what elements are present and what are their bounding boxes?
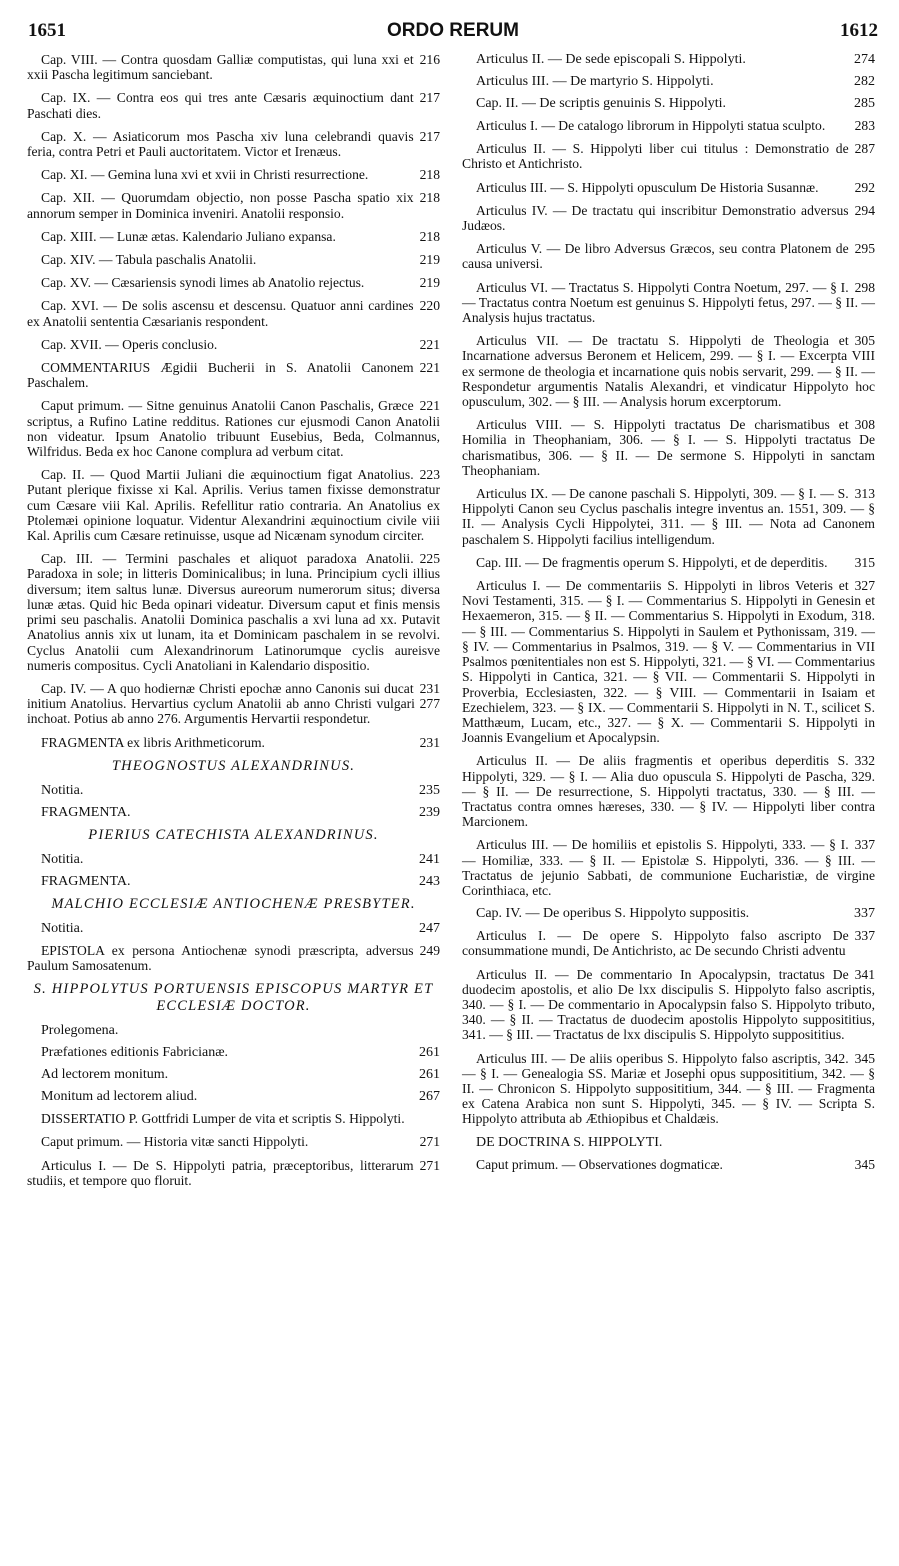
toc-page-number: 235 xyxy=(419,782,440,798)
toc-entry xyxy=(27,275,440,290)
toc-entry xyxy=(462,180,875,195)
toc-entry-text: Cap. III. — De fragmentis operum S. Hippolyti, et de deperditis. xyxy=(476,554,828,570)
toc-entry-text: Notitia. xyxy=(41,782,84,798)
toc-entry xyxy=(27,167,440,182)
toc-entry-text: Prolegomena. xyxy=(41,1023,119,1039)
toc-page-number: 239 xyxy=(419,804,440,820)
toc-entry-text: Cap. XIV. — Tabula paschalis Anatolii. xyxy=(41,252,257,268)
toc-entry xyxy=(27,852,440,868)
toc-entry-text: Caput primum. — Sitne genuinus Anatolii Canon Paschalis, Græce scriptus, a Rufino Latine redditus. Rationes cur ejusmodi Canon Anatolii non videatur. Ipsum Anatolio tribuunt Eusebius, Beda, Colmannus, Wilfridus. Beda ex hoc Canone complura ad verbum citat. xyxy=(27,398,440,460)
toc-page-number: 225 xyxy=(419,551,440,567)
toc-page-number: 345 xyxy=(854,1050,875,1066)
toc-entry xyxy=(27,298,440,328)
toc-entry-text: Cap. III. — Termini paschales et aliquot paradoxa Anatolii. Paradoxa in sole; in litteris Dominicalibus; in luna. Principium cycli illius diversum; item saltus lunæ. Diversus aureorum numerorum situs; diversa lunæ ætas. Quid hic Beda opinari videatur. Diversum caput et finis mensis primi seu paschalis. Anatolii Dominica paschalis a xvi luna ad xx. Putavit Anatolius annis xix ut lunam, ita et Dominicam paschalem in se revolvi. Cyclus Anatolii cum Alexandrinorum Latinorumque cyclis aureisve numeris compositus. Cycli Anatoliani in Kalendario dispositio. xyxy=(27,551,440,673)
toc-entry xyxy=(462,118,875,133)
toc-entry xyxy=(27,360,440,390)
toc-page-number: 305 xyxy=(854,333,875,349)
toc-page-number: 313 xyxy=(854,486,875,502)
toc-page-number: 332 xyxy=(854,753,875,769)
section-heading: MALCHIO ECCLESIÆ ANTIOCHENÆ PRESBYTER. xyxy=(51,895,416,912)
toc-entry xyxy=(462,1051,875,1127)
toc-entry xyxy=(27,337,440,352)
toc-page-number: 271 xyxy=(419,1157,440,1173)
toc-page-number: 327 xyxy=(854,578,875,594)
toc-page-number: 243 xyxy=(419,873,440,889)
toc-entry xyxy=(27,921,440,937)
toc-entry xyxy=(27,783,440,799)
toc-entry xyxy=(462,837,875,898)
toc-entry-text: EPISTOLA ex persona Antiochenæ synodi præscripta, adversus Paulum Samosatenum. xyxy=(27,942,414,973)
toc-page-number: 345 xyxy=(854,1156,875,1172)
toc-page-number: 274 xyxy=(854,52,875,67)
toc-entry xyxy=(27,1067,440,1083)
toc-entry xyxy=(27,252,440,267)
toc-page-number: 337 xyxy=(854,837,875,853)
toc-entry xyxy=(27,1134,440,1149)
toc-entry xyxy=(27,943,440,973)
toc-page-number: 223 xyxy=(419,467,440,483)
toc-entry-text: Articulus II. — De aliis fragmentis et operibus deperditis S. Hippolyti, 329. — § I. — Alia duo opuscula S. Hippolyti de Pascha, 329. — § II. — De resurrectione, S. Hippolyti tractatus, 330. — § III. — Tractatus contra omnes hæreses, 330. — § IV. — Hippolyti liber contra Marcionem. xyxy=(462,753,875,830)
page-number-right: 1612 xyxy=(840,20,878,41)
toc-entry xyxy=(27,398,440,459)
toc-entry xyxy=(27,735,440,750)
toc-entry xyxy=(462,241,875,271)
toc-page-number: 218 xyxy=(419,228,440,244)
page-number-left: 1651 xyxy=(28,20,66,41)
toc-entry-text: DE DOCTRINA S. HIPPOLYTI. xyxy=(476,1134,663,1150)
toc-page-number: 221 xyxy=(419,398,440,414)
toc-entry xyxy=(462,928,875,958)
toc-page-number: 221 xyxy=(419,336,440,352)
toc-entry xyxy=(27,874,440,890)
toc-entry xyxy=(462,280,875,326)
toc-entry-text: Articulus III. — De martyrio S. Hippolyti. xyxy=(476,74,714,89)
toc-page-number: 249 xyxy=(419,942,440,958)
toc-entry xyxy=(462,74,875,90)
toc-entry-text: Articulus II. — De sede episcopali S. Hippolyti. xyxy=(476,52,746,67)
toc-page-number: 247 xyxy=(419,920,440,936)
toc-entry-text: Cap. II. — Quod Martii Juliani die æquinoctium figat Anatolius. Putant plerique fixisse xi Kal. Aprilis. Verius tamen fixisse demonstratur cum Cæsare viii Kal. Aprilis. Refellitur ratio contraria. An Anatolius ex Ptolemæi opinione loquatur. Videntur Alexandrini æquinoctium civile viii Kal. Aprilis cum Cæsare retinuisse, usque ad Nicænam synodum circiter. xyxy=(27,467,440,544)
toc-entry xyxy=(27,1158,440,1188)
toc-entry xyxy=(462,906,875,922)
toc-entry-text: FRAGMENTA. xyxy=(41,804,131,820)
toc-entry-text: Articulus I. — De commentariis S. Hippolyti in libros Veteris et Novi Testamenti, 315. — § I. — Commentarius S. Hippolyti in Genesin et Hexaemeron, 315. — § II. — Commentarius S. Hippolyti in Exodum, 318. — § III. — Commentarius S. Hippolyti in Saulem et Pythonissam, 319. — § IV. — Commentarius in Psalmos, 319. — § V. — Commentarius in VII Psalmos pœnitentiales non est S. Hippolyti, 321. — § VI. — Commentarius S. Hippolyti in Cantica, 321. — § VII. — Commentarii S. Hippolyti in Proverbia, Ecclesiasten, 322. — § VIII. — Commentarii in Isaiam et Ezechielem, 323. — § IX. — Commentarii S. Hippolyti in N. T., scilicet S. Matthæum, Lucam, etc., 327. — § X. — Commentarii S. Hippolyti in Joannis Evangelium et Apocalypsin. xyxy=(462,578,875,746)
toc-page-number: 219 xyxy=(419,275,440,291)
toc-page-number: 337 xyxy=(854,928,875,944)
toc-entry xyxy=(27,551,440,673)
toc-entry-text: Articulus III. — De homiliis et epistolis S. Hippolyti, 333. — § I. — Homiliæ, 333. — § II. — Epistolæ S. Hippolyti, 336. — § III. — Tractatus de jejunio Sabbati, de communione Eucharistiæ, de virgine Corinthiaca, etc. xyxy=(462,837,875,898)
toc-entry xyxy=(27,1023,440,1039)
toc-entry-text: Cap. VIII. — Contra quosdam Galliæ computistas, qui luna xxi et xxii Pascha legitimum sanciebant. xyxy=(27,52,414,83)
toc-entry-text: Articulus III. — De aliis operibus S. Hippolyto falso ascriptis, 342. — § I. — Genealogia SS. Mariæ et Josephi opus supposititium, 342. — § II. — Chronicon S. Hippolyto supposititium, 344. — § III. — Fragmenta ex Catena Arabica non sunt S. Hippolyti, 345. — § IV. — Scripta S. Hippolyto attributa ab Æthiopibus et Chaldæis. xyxy=(462,1050,875,1127)
toc-entry xyxy=(462,967,875,1043)
toc-page-number: 216 xyxy=(419,52,440,67)
toc-entry-text: Articulus I. — De opere S. Hippolyto falso ascripto De consummatione mundi, De Antichristo, ac De secundo Christi adventu xyxy=(462,928,849,959)
toc-page-number: 261 xyxy=(419,1067,440,1083)
toc-entry xyxy=(462,486,875,547)
toc-page-number: 271 xyxy=(419,1134,440,1150)
running-title: ORDO RERUM xyxy=(387,20,519,41)
toc-entry-text: Caput primum. — Historia vitæ sancti Hippolyti. xyxy=(41,1134,309,1150)
toc-entry-text: Cap. X. — Asiaticorum mos Pascha xiv luna celebrandi quavis feria, contra Petri et Pauli auctoritatem. Victor et Irenæus. xyxy=(27,128,414,160)
toc-entry-text: Ad lectorem monitum. xyxy=(41,1067,169,1083)
toc-page-number: 241 xyxy=(419,851,440,867)
toc-entry xyxy=(462,417,875,478)
toc-entry-text: Articulus I. — De catalogo librorum in Hippolyti statua sculpto. xyxy=(476,118,826,133)
toc-page-number: 287 xyxy=(854,141,875,157)
toc-entry xyxy=(27,129,440,159)
toc-entry xyxy=(462,1157,875,1172)
toc-entry-text: Articulus IV. — De tractatu qui inscribitur Demonstratio adversus Judæos. xyxy=(462,202,849,234)
toc-entry-text: Cap. IV. — De operibus S. Hippolyto suppositis. xyxy=(476,906,750,922)
toc-entry xyxy=(27,52,440,82)
right-column xyxy=(462,52,875,1180)
toc-page-number: 219 xyxy=(419,252,440,268)
toc-page-number: 282 xyxy=(854,74,875,89)
toc-page-number: 231 xyxy=(419,734,440,750)
toc-page-number: 283 xyxy=(854,118,875,133)
toc-entry-text: Articulus II. — S. Hippolyti liber cui titulus : Demonstratio de Christo et Antichristo. xyxy=(462,141,849,172)
toc-page-number: 221 xyxy=(419,360,440,376)
toc-entry xyxy=(462,203,875,233)
toc-entry xyxy=(462,52,875,68)
toc-page-number: 285 xyxy=(854,96,875,111)
toc-entry-text: Cap. XII. — Quorumdam objectio, non posse Pascha spatio xix annorum semper in Dominica inveniri. Anatolii responsio. xyxy=(27,190,414,221)
toc-entry-text: Cap. II. — De scriptis genuinis S. Hippolyti. xyxy=(476,96,727,111)
toc-entry xyxy=(27,90,440,120)
toc-entry-text: Cap. XVII. — Operis conclusio. xyxy=(41,336,218,352)
toc-entry xyxy=(462,1135,875,1151)
toc-entry xyxy=(27,190,440,220)
toc-entry-text: Articulus VII. — De tractatu S. Hippolyti de Theologia et Incarnatione adversus Beronem et Helicem, 299. — § I. — Excerpta VIII ex sermone de theologia et incarnatione quis nobis servarit, 299. — § II. — Respondetur argumentis Natalis Alexandri, et vindicatur Hippolyto hoc opusculum, 302. — § III. — Analysis horum excerptorum. xyxy=(462,333,875,410)
toc-entry xyxy=(462,141,875,171)
toc-page-number: 220 xyxy=(419,298,440,314)
toc-entry-text: Articulus III. — S. Hippolyti opusculum De Historia Susannæ. xyxy=(476,179,819,195)
toc-entry-text: Monitum ad lectorem aliud. xyxy=(41,1089,198,1105)
toc-entry xyxy=(462,753,875,829)
toc-entry-text: Articulus VIII. — S. Hippolyti tractatus De charismatibus et Homilia in Theophaniam, 306. — § I. — S. Hippolyti tractatus De charismatibus, 306. — § II. — De sermone S. Hippolyti in sanctam Theophaniam. xyxy=(462,417,875,478)
toc-page-number: 267 xyxy=(419,1089,440,1105)
toc-entry-text: Articulus I. — De S. Hippolyti patria, præceptoribus, litterarum studiis, et tempore quo floruit. xyxy=(27,1157,414,1188)
toc-entry-text: Cap. IX. — Contra eos qui tres ante Cæsaris æquinoctium dant Paschati dies. xyxy=(27,90,414,121)
toc-page-number: 261 xyxy=(419,1045,440,1061)
toc-entry xyxy=(462,555,875,570)
toc-page-number: 308 xyxy=(854,417,875,433)
toc-entry xyxy=(27,1045,440,1061)
toc-entry-text: Cap. XI. — Gemina luna xvi et xvii in Christi resurrectione. xyxy=(41,167,369,183)
toc-entry-text: Caput primum. — Observationes dogmaticæ. xyxy=(476,1156,723,1172)
toc-entry xyxy=(462,96,875,112)
toc-entry xyxy=(27,805,440,821)
toc-entry-text: Cap. XV. — Cæsariensis synodi limes ab Anatolio rejectus. xyxy=(41,275,365,291)
toc-entry-text: Articulus V. — De libro Adversus Græcos, seu contra Platonem de causa universi. xyxy=(462,241,849,272)
toc-entry-text: Articulus II. — De commentario In Apocalypsin, tractatus De duodecim apostolis, et alio De lxx discipulis S. Hippolyto falso ascriptis, 340. — § I. — De commentario in Apocalypsin falso S. Hippolyto tributo, 340. — § II. — Tractatus de duodecim apostolis Hippolyto supposititius, 341. — § III. — Tractatus de lxx discipulis S. Hippolyto supposititius. xyxy=(462,966,875,1043)
toc-entry-text: Cap. IV. — A quo hodiernæ Christi epochæ anno Canonis sui ducat initium Anatolius. Hervartius cyclum Anatolii ab anno Christi vulgari 277 inchoat. Potius ab anno 276. Argumentis Hervartii respondetur. xyxy=(27,680,440,727)
toc-page-number: 217 xyxy=(419,128,440,144)
toc-page-number: 294 xyxy=(854,202,875,218)
toc-page-number: 218 xyxy=(419,190,440,206)
toc-page-number: 341 xyxy=(854,966,875,982)
toc-page-number: 231 xyxy=(419,680,440,696)
toc-entry-text: FRAGMENTA ex libris Arithmeticorum. xyxy=(41,734,265,750)
toc-page-number: 292 xyxy=(854,179,875,195)
section-heading: THEOGNOSTUS ALEXANDRINUS. xyxy=(111,757,356,774)
toc-entry xyxy=(462,578,875,745)
toc-entry-text: Articulus VI. — Tractatus S. Hippolyti Contra Noetum, 297. — § I. — Tractatus contra Noetum est genuinus S. Hippolyti fetus, 297. — § II. — Analysis hujus tractatus. xyxy=(462,279,875,326)
toc-entry-text: DISSERTATIO P. Gottfridi Lumper de vita et scriptis S. Hippolyti. xyxy=(41,1111,405,1127)
page-header xyxy=(28,20,878,46)
toc-entry-text: Notitia. xyxy=(41,920,84,936)
toc-page-number: 218 xyxy=(419,167,440,183)
toc-page-number: 315 xyxy=(854,554,875,570)
toc-entry-text: Cap. XVI. — De solis ascensu et descensu. Quatuor anni cardines ex Anatolii sententia Cæsarianis respondent. xyxy=(27,298,414,329)
toc-entry-text: Notitia. xyxy=(41,851,84,867)
toc-entry-text: COMMENTARIUS Ægidii Bucherii in S. Anatolii Canonem Paschalem. xyxy=(27,360,414,391)
toc-entry xyxy=(27,681,440,727)
toc-page-number: 295 xyxy=(854,241,875,257)
toc-entry xyxy=(27,467,440,543)
toc-entry xyxy=(27,1111,440,1126)
toc-page-number: 217 xyxy=(419,90,440,106)
toc-entry xyxy=(462,333,875,409)
toc-entry-text: Articulus IX. — De canone paschali S. Hippolyti, 309. — § I. — S. Hippolyti Canon seu Cyclus paschalis integre inventus an. 1551, 309. — § II. — Analysis Cycli Hippolytei, 311. — § III. — Nota ad Canonem paschalem S. Hippolyti facilius intelligendum. xyxy=(462,486,875,547)
toc-entry xyxy=(27,1089,440,1105)
toc-page-number: 298 xyxy=(854,279,875,295)
toc-entry-text: Cap. XIII. — Lunæ ætas. Kalendario Juliano expansa. xyxy=(41,228,336,244)
section-heading: PIERIUS CATECHISTA ALEXANDRINUS. xyxy=(88,826,379,843)
left-column xyxy=(27,52,440,1196)
toc-entry-text: FRAGMENTA. xyxy=(41,873,131,889)
toc-entry-text: Præfationes editionis Fabricianæ. xyxy=(41,1045,229,1061)
section-heading: S. HIPPOLYTUS PORTUENSIS EPISCOPUS MARTYR ET ECCLESIÆ DOCTOR. xyxy=(33,981,434,1015)
toc-page-number: 337 xyxy=(854,906,875,922)
toc-entry xyxy=(27,229,440,244)
